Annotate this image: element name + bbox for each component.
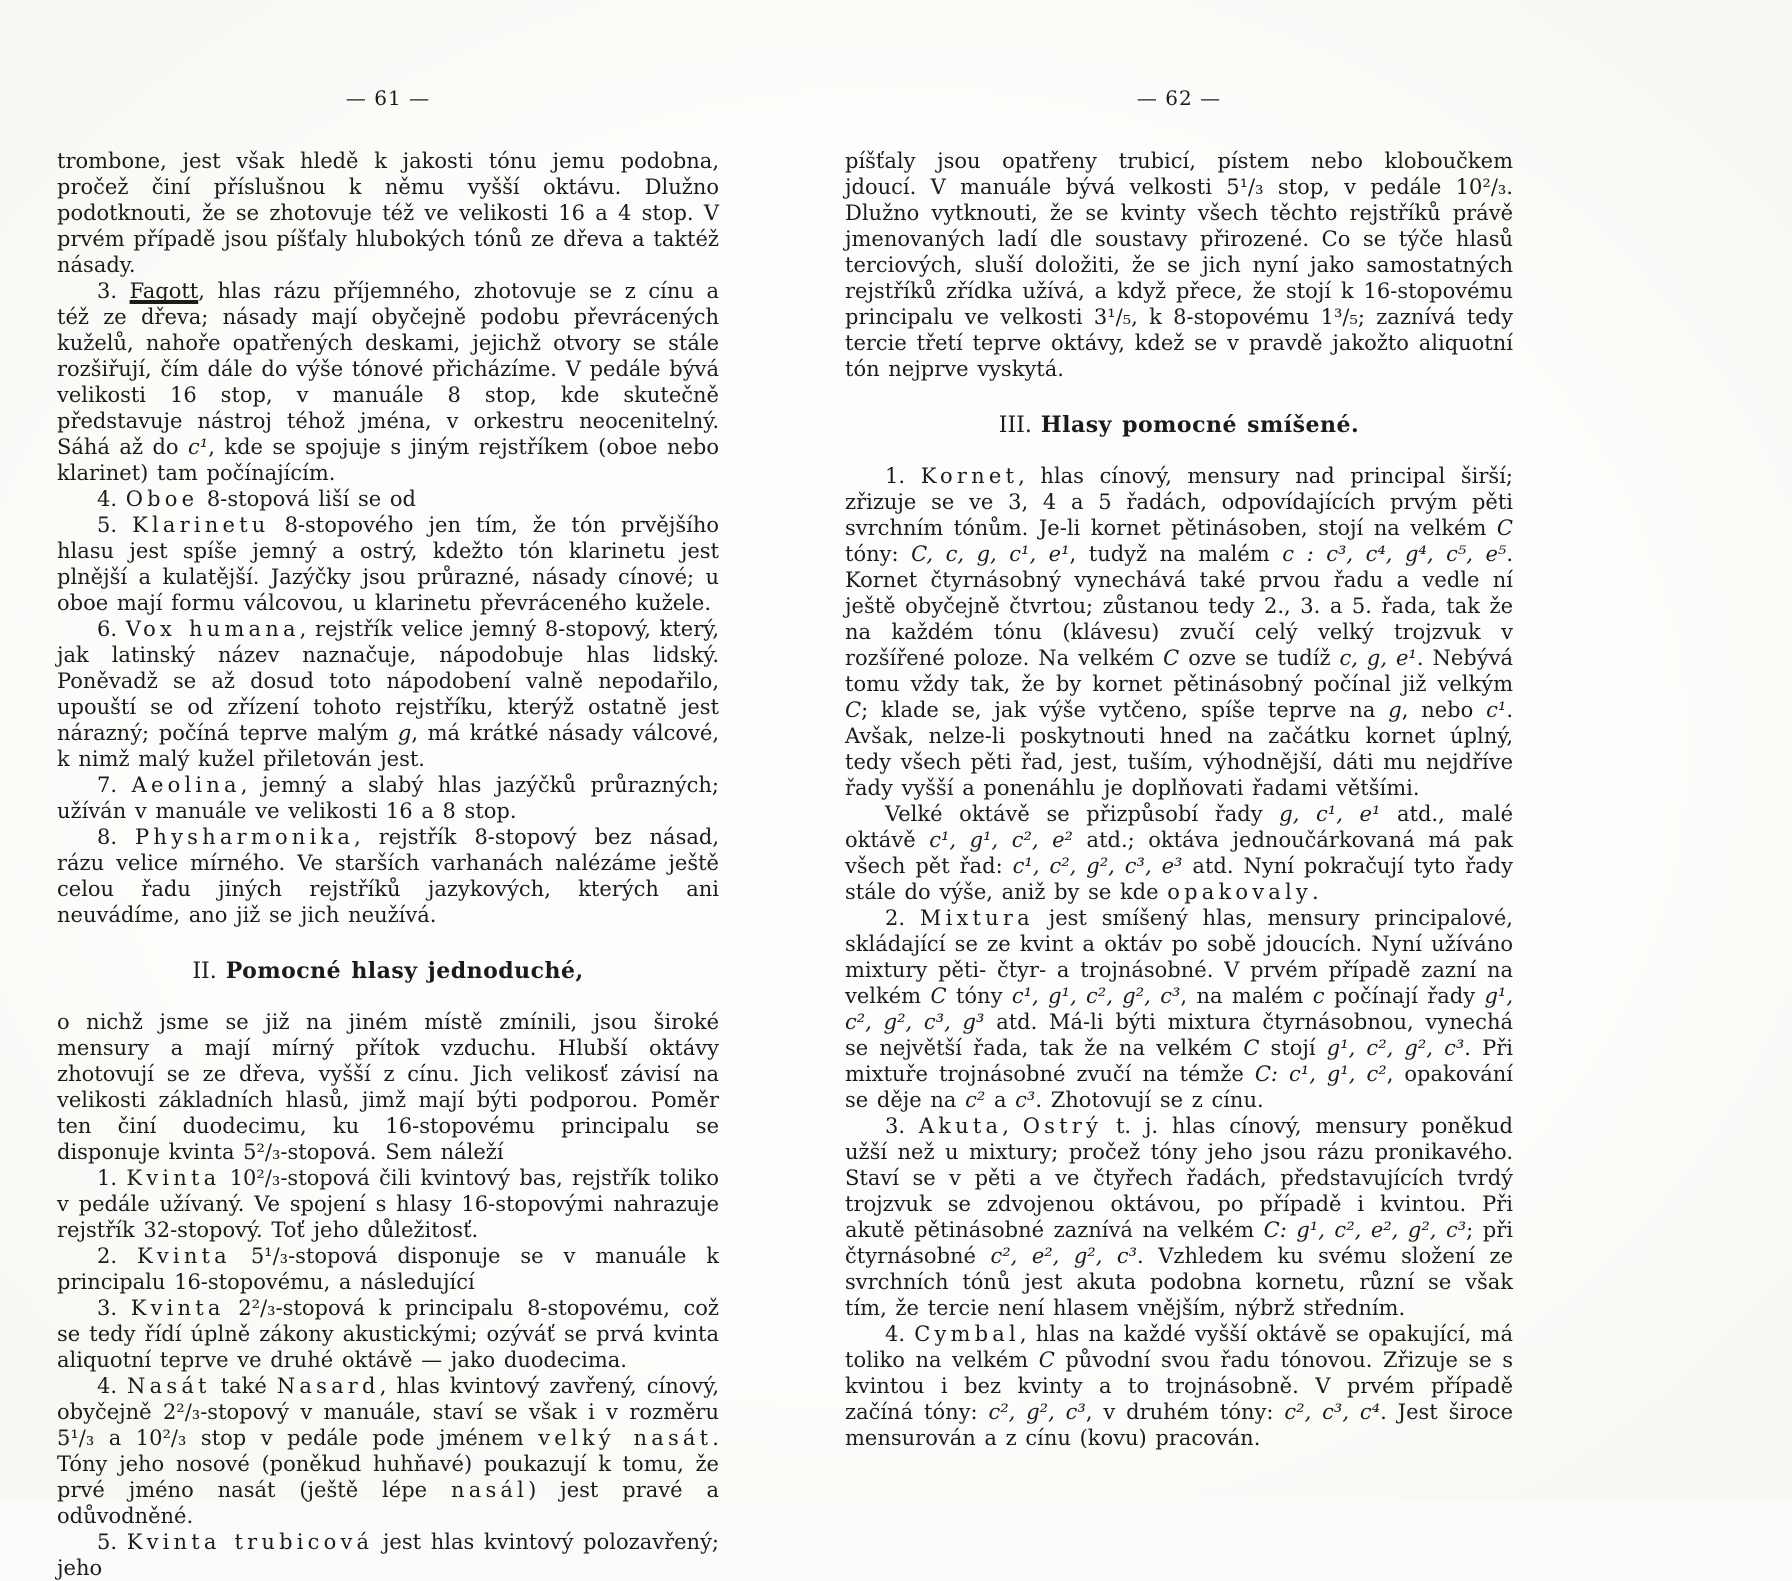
- item-3-kvinta-2: 3. Kvinta 2²/₃-stopová k principalu 8-stopovému, což se tedy řídí úplně zákony akustickými; ozýváť se prvá kvinta aliquotní teprve ve druhé oktávě — jako duodecima.: [57, 1296, 719, 1372]
- page-62-text-column: [845, 148, 1513, 1451]
- item-4-cymbal: 4. Cymbal, hlas na každé vyšší oktávě se opakující, má toliko na velkém C původní svou řadu tónovou. Zřizuje se s kvintou i bez kvinty a to trojnásobně. V prvém případě začíná tóny: c², g², c³, v druhém tóny: c², c³, c⁴. Jest široce mensurován a z cínu (kovu) pracován.: [845, 1322, 1513, 1450]
- item-1-kvinta-10: 1. Kvinta 10²/₃-stopová čili kvintový bas, rejstřík toliko v pedále užívaný. Ve spojení s hlasy 16-stopovými nahrazuje rejstřík 32-stopový. Toť jeho důležitosť.: [57, 1166, 719, 1242]
- page-61: [57, 86, 719, 1581]
- paragraph-section-II-intro: o nichž jsme se již na jiném místě zmínili, jsou široké mensury a mají mírný přítok vzduchu. Hlubší oktávy zhotovují se ze dřeva, vyšší z cínu. Jich velikosť závisí na velikosti základních hlasů, jimž mají býti podporou. Poměr ten činí duodecimu, ku 16-stopovému principalu se disponuje kvinta 5²/₃-stopová. Sem náleží: [57, 1010, 719, 1164]
- item-1-kornet: 1. Kornet, hlas cínový, mensury nad principal širší; zřizuje se ve 3, 4 a 5 řadách, odpovídajících prvým pěti svrchním tónům. Je-li kornet pětinásoben, stojí na velkém C tóny: C, c, g, c¹, e¹, tudyž na malém c : c³, c⁴, g⁴, c⁵, e⁵. Kornet čtyrnásobný vynechává také prvou řadu a vedle ní ještě obyčejně čtvrtou; zůstanou tedy 2., 3. a 5. řada, tak že na každém tónu (klávesu) zvučí celý velký trojzvuk v rozšířené poloze. Na velkém C ozve se tudíž c, g, e¹. Nebývá tomu vždy tak, že by kornet pětinásobný počínal již velkým C; klade se, jak výše vytčeno, spíše teprve na g, nebo c¹. Avšak, nelze-li poskytnouti hned na začátku kornet úplný, tedy všech pěti řad, jest, tuším, výhodnější, dáti mu nejdříve řady vyšší a ponenáhlu je doplňovati řadami většími.: [845, 464, 1514, 800]
- item-4-nasat: 4. Nasát také Nasard, hlas kvintový zavřený, cínový, obyčejně 2²/₃-stopový v manuále, staví se však i v rozměru 5¹/₃ a 10²/₃ stop v pedále pode jménem velký nasát. Tóny jeho nosové (poněkud huhňavé) poukazují k tomu, že prvé jméno nasát (ještě lépe nasál) jest pravé a odůvodněné.: [57, 1374, 719, 1528]
- item-3-akuta: 3. Akuta, Ostrý t. j. hlas cínový, mensury poněkud užší než u mixtury; pročež tóny jeho jsou rázu pronikavého. Staví se v pěti a ve čtyřech řadách, představujících tvrdý trojzvuk se zdvojenou oktávou, po případě i kvintou. Při akutě pětinásobné zaznívá na velkém C: g¹, c², e², g², c³; při čtyrnásobné c², e², g², c³. Vzhledem ku svému složení ze svrchních tónů jest akuta podobna kornetu, různí se však tím, že tercie není hlasem vnějším, nýbrž středním.: [845, 1114, 1513, 1320]
- item-2-mixtura: 2. Mixtura jest smíšený hlas, mensury principalové, skládající se ze kvint a oktáv po sobě jdoucích. Nyní užíváno mixtury pěti- čtyr- a trojnásobné. V prvém případě zazní na velkém C tóny c¹, g¹, c², g², c³, na malém c počínají řady g¹, c², g², c³, g³ atd. Má-li býti mixtura čtyrnásobnou, vynechá se největší řada, tak že na velkém C stojí g¹, c², g², c³. Při mixtuře trojnásobné zvučí na témže C: c¹, g¹, c², opakování se děje na c² a c³. Zhotovují se z cínu.: [845, 906, 1514, 1112]
- paragraph-pistaly-continuation: píšťaly jsou opatřeny trubicí, pístem nebo kloboučkem jdoucí. V manuále bývá velkosti 5¹/₃ stop, v pedále 10²/₃. Dlužno vytknouti, že se kvinty všech těchto rejstříků právě jmenovaných ladí dle soustavy přirozené. Co se týče hlasů terciových, sluší doložiti, že se jich nyní jako samostatných rejstříků zřídka užívá, a když přece, že stojí k 16-stopovému principalu ve velkosti 3¹/₅, k 8-stopovému 1³/₅; zaznívá tedy tercie třetí teprve oktávy, kdež se v pravdě jakožto aliquotní tón nejprve vyskytá.: [845, 149, 1513, 381]
- item-3-fagott: 3. Fagott, hlas rázu příjemného, zhotovuje se z cínu a též ze dřeva; násady mají obyčejně podobu převrácených kuželů, nahoře opatřených deskami, jejichž otvory se stále rozšiřují, čím dále do výše tónové přicházíme. V pedále bývá velikosti 16 stop, v manuále 8 stop, kde skutečně představuje nástroj téhož jména, v orkestru neocenitelný. Sáhá až do c¹, kde se spojuje s jiným rejstříkem (oboe nebo klarinet) tam počínajícím.: [57, 279, 719, 485]
- page-61-text-column: [57, 148, 719, 1581]
- item-5-kvinta-trubicova: 5. Kvinta trubicová jest hlas kvintový polozavřený; jeho: [57, 1530, 720, 1580]
- page-62: [845, 86, 1513, 1451]
- paragraph-trombone-continuation: trombone, jest však hledě k jakosti tónu jemu podobna, pročež činí příslušnou k němu vyšší oktávu. Dlužno podotknouti, že se zhotovuje též ve velikosti 16 a 4 stop. V prvém případě jsou píšťaly hlubokých tónů ze dřeva a taktéž násady.: [57, 149, 719, 277]
- page-number-right: — 62 —: [1136, 86, 1222, 110]
- item-6-vox-humana: 6. Vox humana, rejstřík velice jemný 8-stopový, který, jak latinský název naznačuje, nápodobuje hlas lidský. Poněvadž se až dosud toto nápodobení valně nepodařilo, upouští se od zřízení tohoto rejstříku, kterýž ostatně jest nárazný; počíná teprve malým g, má krátké násady válcové, k nimž malý kužel přiletován jest.: [57, 617, 719, 771]
- item-5-klarinet: 5. Klarinetu 8-stopového jen tím, že tón prvějšího hlasu jest spíše jemný a ostrý, kdežto tón klarinetu jest plnější a kulatější. Jazýčky jsou průrazné, násady cínové; u oboe mají formu válcovou, u klarinetu převráceného kužele.: [57, 513, 719, 615]
- item-2-kvinta-5: 2. Kvinta 5¹/₃-stopová disponuje se v manuále k principalu 16-stopovému, a následující: [57, 1244, 719, 1294]
- item-7-aeolina: 7. Aeolina, jemný a slabý hlas jazýčků průrazných; užíván v manuále ve velikosti 16 a 8 stop.: [57, 773, 719, 823]
- item-4-oboe: 4. Oboe 8-stopová liší se od: [97, 487, 416, 511]
- page-number-left: — 61 —: [345, 86, 431, 110]
- item-8-physharmonika: 8. Physharmonika, rejstřík 8-stopový bez násad, rázu velice mírného. Ve starších varhanách nalézáme ještě celou řadu jiných rejstříků jazykových, kterých ani neuvádíme, ano již se jich neužívá.: [57, 825, 719, 927]
- paragraph-velke-oktave: Velké oktávě se přizpůsobí řady g, c¹, e¹ atd., malé oktávě c¹, g¹, c², e² atd.; oktáva jednoučárkovaná má pak všech pět řad: c¹, c², g², c³, e³ atd. Nyní pokračují tyto řady stále do výše, aniž by se kde opakovaly.: [845, 802, 1513, 904]
- section-heading-III: III. Hlasy pomocné smíšené.: [998, 412, 1360, 438]
- section-heading-II: II. Pomocné hlasy jednoduché,: [192, 958, 584, 984]
